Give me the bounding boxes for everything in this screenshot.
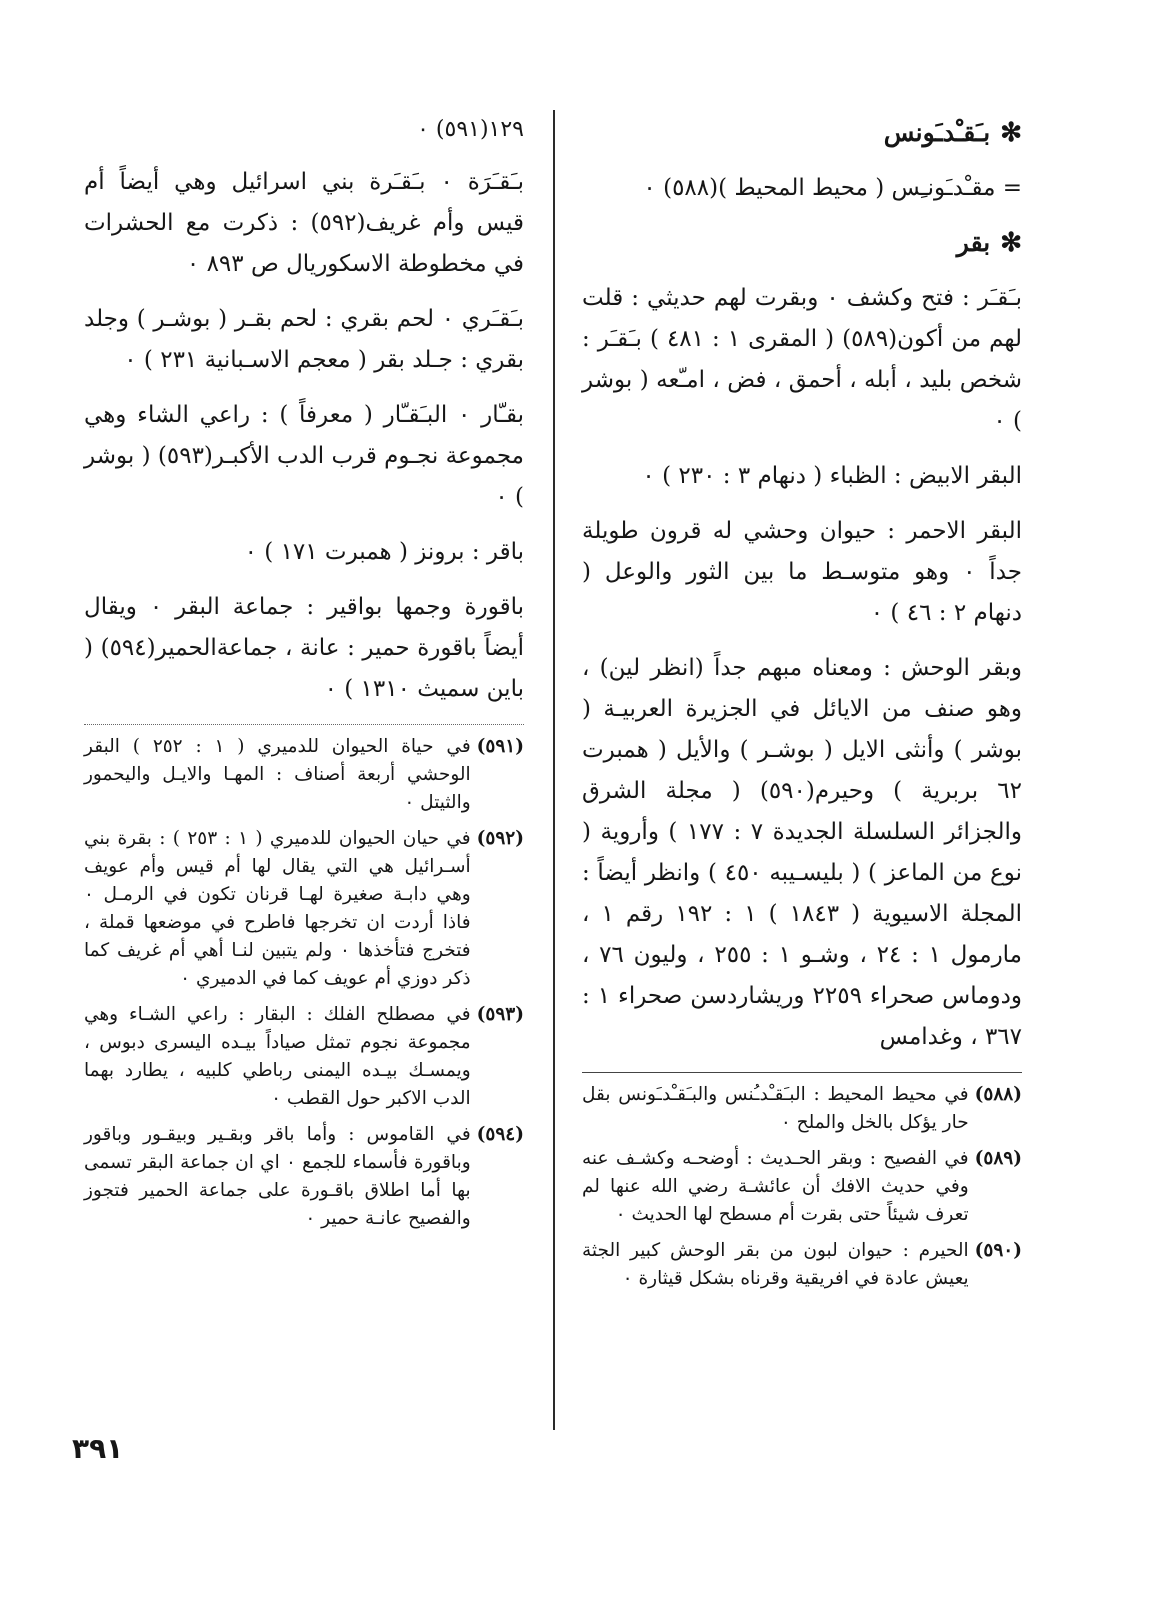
footnote-number: (٥٩٢) — [476, 828, 524, 849]
footnote-divider — [582, 1072, 1022, 1073]
page-number: ٣٩١ — [72, 1432, 124, 1465]
footnote — [84, 1121, 524, 1233]
footnote — [84, 733, 524, 817]
asterisk-icon: ✻ — [1000, 118, 1022, 148]
entry-head-baqar: ✻بقر — [956, 228, 1022, 258]
footnote-text: في مصطلح الفلك : البقار : راعي الشـاء وهي مجموعة نجوم تمثل صياداً بيـده اليسرى دبوس ، ويمسـك بيـده اليمنى رباطي كلبيه ، يطارد بهما الدب الاكبر حول القطب ٠ — [84, 1004, 471, 1109]
left-column — [84, 112, 524, 1241]
footnote-text: في حيان الحيوان للدميري ( ١ : ٢٥٣ ) : بقرة بني أسـرائيل هي التي يقال لها أم قيس وأم عويف وهي دابـة صغيرة لهـا قرنان تكون في الرمـل ٠ فاذا أردت ان تخرجها فاطرح في موضعها قملة ، فتخرج فتأخذها ٠ ولم يتبين لنـا أهي أم غريف كما ذكر دوزي أم عويف كما في الدميري ٠ — [84, 828, 471, 989]
footnote-number: (٥٩٠) — [974, 1240, 1022, 1261]
footnote — [582, 1237, 1022, 1293]
entry-paragraph: البقر الاحمر : حيوان وحشي له قرون طويلة جداً ٠ وهو متوسـط ما بين الثور والوعل ( دنهام ٢ : ٤٦ ) ٠ — [582, 518, 1022, 626]
right-column — [582, 112, 1022, 1301]
footnote — [84, 1001, 524, 1113]
footnote-number: (٥٩٤) — [476, 1124, 524, 1145]
footnote-number: (٥٨٩) — [974, 1148, 1022, 1169]
entry-paragraph: بـَقـَرَة ٠ بـَقـَرة بني اسرائيل وهي أيضاً أم قيس وأم غريف(٥٩٢) : ذكرت مع الحشرات في مخطوطة الاسكوريال ص ٨٩٣ ٠ — [84, 169, 524, 277]
footnotes-left — [84, 733, 524, 1233]
asterisk-icon: ✻ — [1000, 228, 1022, 258]
footnote-text: في حياة الحيوان للدميري ( ١ : ٢٥٢ ) البقر الوحشي أربعة أصناف : المهـا والايـل واليحمور والثيتل ٠ — [84, 736, 471, 813]
footnote-text: الحيرم : حيوان لبون من بقر الوحش كبير الجثة يعيش عادة في افريقية وقرناه بشكل قيثارة ٠ — [582, 1240, 969, 1289]
footnote — [582, 1081, 1022, 1137]
footnote-text: في الفصيح : وبقر الحـديث : أوضحـه وكشـف عنه وفي حديث الافك أن عائشـة رضي الله عنها لم تعرف شيئاً حتى بقرت أم مسطح لها الحديث ٠ — [582, 1148, 969, 1225]
entry-paragraph: بقـّار ٠ البـَقـّار ( معرفاً ) : راعي الشاء وهي مجموعة نجـوم قرب الدب الأكبـر(٥٩٣) ( بوشر ) ٠ — [84, 402, 524, 510]
footnote-number: (٥٨٨) — [974, 1084, 1022, 1105]
column-divider — [553, 110, 555, 1430]
entry-head-baqdunus: ✻بـَقـْدـَونس — [883, 118, 1022, 148]
footnote-number: (٥٩٣) — [476, 1004, 524, 1025]
entry-paragraph: بـَقـَر : فتح وكشف ٠ وبقرت لهم حديثي : قلت لهم من أكون(٥٨٩) ( المقرى ١ : ٤٨١ ) بـَقـَر : شخص بليد ، أبله ، أحمق ، فض ، امـّعه ( بوشر ) ٠ — [582, 285, 1023, 434]
footnotes-right — [582, 1081, 1022, 1293]
footnote — [84, 825, 524, 993]
footnote-divider — [84, 724, 524, 725]
entry-paragraph: وبقر الوحش : ومعناه مبهم جداً (انظر لين) ، وهو صنف من الايائل في الجزيرة العربيـة ( بوشر ) وأنثى الايل ( بوشـر ) والأيل ( همبرت ٦٢ بربرية ) وحيرم(٥٩٠) ( مجلة الشرق والجزائر السلسلة الجديدة ٧ : ١٧٧ ) وأروية ( نوع من الماعز ) ( بليسـيبه ٤٥٠ ) وانظر أيضاً : المجلة الاسيوية ( ١٨٤٣ ) ١ : ١٩٢ رقم ١ ، مارمول ١ : ٢٤ ، وشـو ١ : ٢٥٥ ، وليون ٧٦ ، ودوماس صحراء ٢٢٥٩ وريشاردسن صحراء ١ : ٣٦٧ ، وغدامس — [582, 655, 1023, 1050]
footnote-text: في القاموس : وأما باقر وبقـير وبيقـور وباقور وباقورة فأسماء للجمع ٠ اي ان جماعة البقر تسمى بها أما اطلاق باقـورة على جماعة الحمير فتجوز والفصيح عانـة حمير ٠ — [84, 1124, 471, 1229]
entry-paragraph: البقر الابيض : الظباء ( دنهام ٣ : ٢٣٠ ) ٠ — [642, 463, 1022, 489]
continued-reference: ١٢٩(٥٩١) ٠ — [417, 117, 524, 142]
entry-paragraph: بـَقـَري ٠ لحم بقري : لحم بقـر ( بوشـر ) وجلد بقري : جـلد بقر ( معجم الاسـبانية ٢٣١ ) ٠ — [84, 306, 524, 373]
entry-paragraph: باقورة وجمها بواقير : جماعة البقر ٠ ويقال أيضاً باقورة حمير : عانة ، جماعةالحمير(٥٩٤) ( باين سميث ١٣١٠ ) ٠ — [84, 594, 524, 702]
footnote-number: (٥٩١) — [476, 736, 524, 757]
entry-line: = مقـْدـَونـِس ( محيط المحيط )(٥٨٨) ٠ — [643, 175, 1022, 201]
footnote-text: في محيط المحيط : البـَقـْدـُنس والبـَقـْدـَونس بقل حار يؤكل بالخل والملح ٠ — [582, 1084, 969, 1133]
footnote — [582, 1145, 1022, 1229]
entry-paragraph: باقر : برونز ( همبرت ١٧١ ) ٠ — [244, 539, 524, 565]
